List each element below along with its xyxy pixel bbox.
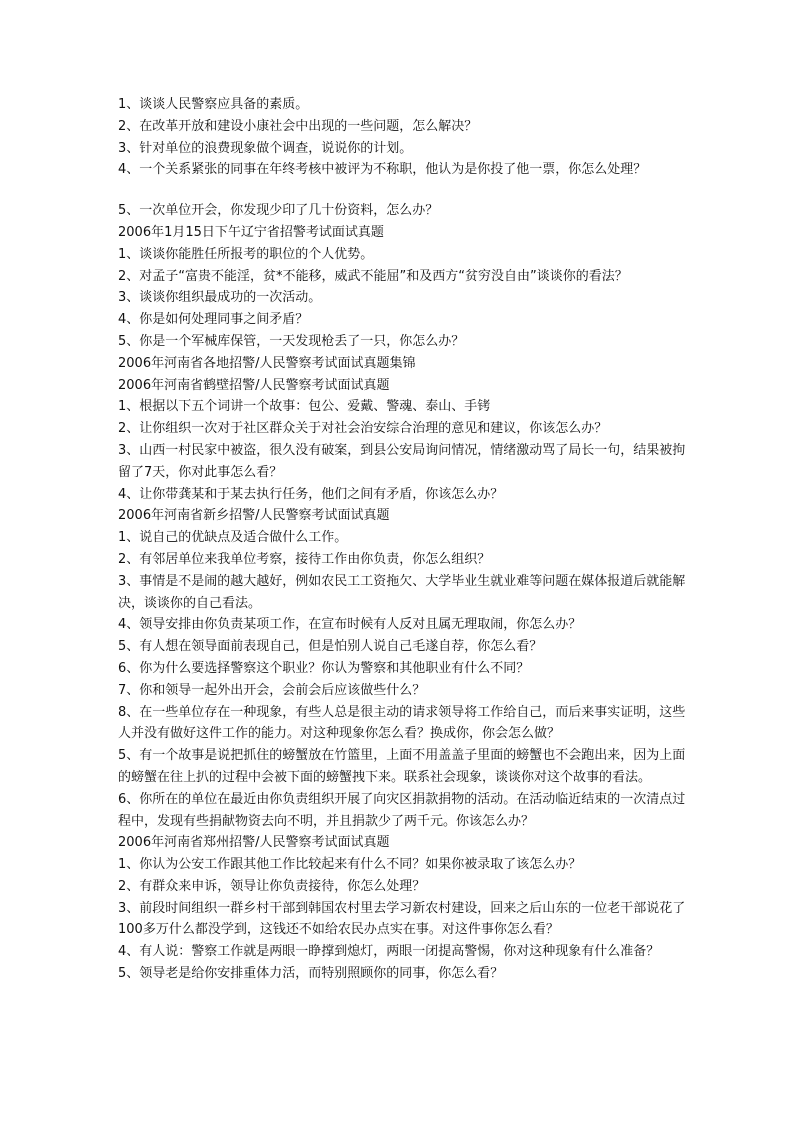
question-line: 1、说自己的优缺点及适合做什么工作。 [118, 530, 348, 546]
question-line: 8、在一些单位存在一种现象，有些人总是很主动的请求领导将工作给自己，而后来事实证明，这些人并没有做好这件工作的能力。对这种现象你怎么看？换成你，你会怎么做？ [118, 704, 686, 742]
question-line: 1、谈谈你能胜任所报考的职位的个人优势。 [118, 246, 374, 262]
question-line: 5、领导老是给你安排重体力活，而特别照顾你的同事，你怎么看？ [118, 966, 504, 982]
document-body [118, 94, 688, 985]
question-line: 5、一次单位开会，你发现少印了几十份资料，怎么办？ [118, 203, 439, 219]
question-line: 6、你所在的单位在最近由你负责组织开展了向灾区捐款捐物的活动。在活动临近结束的一次清点过程中，发现有些捐献物资去向不明，并且捐款少了两千元。你该怎么办？ [118, 791, 686, 829]
section-heading: 2006年河南省郑州招警/人民警察考试面试真题 [118, 835, 390, 851]
question-line: 7、你和领导一起外出开会，会前会后应该做些什么？ [118, 682, 426, 698]
section-heading: 2006年河南省各地招警/人民警察考试面试真题集锦 [118, 355, 416, 371]
question-line: 4、领导安排由你负责某项工作，在宣布时候有人反对且属无理取闹，你怎么办？ [118, 617, 582, 633]
question-line: 2、对孟子“富贵不能淫，贫*不能移，威武不能屈”和及西方“贫穷没自由”谈谈你的看法？ [118, 268, 628, 284]
question-line: 2、有邻居单位来我单位考察，接待工作由你负责，你怎么组织？ [118, 551, 491, 567]
question-line: 3、事情是不是闹的越大越好，例如农民工工资拖欠、大学毕业生就业难等问题在媒体报道后就能解决，谈谈你的自己看法。 [118, 573, 686, 611]
question-line: 3、山西一村民家中被盗，很久没有破案，到县公安局询问情况，情绪激动骂了局长一句，结果被拘留了7天，你对此事怎么看？ [118, 442, 686, 480]
section-heading: 2006年1月15日下午辽宁省招警考试面试真题 [118, 224, 384, 240]
question-line: 3、谈谈你组织最成功的一次活动。 [118, 290, 322, 306]
question-line: 6、你为什么要选择警察这个职业？你认为警察和其他职业有什么不同？ [118, 660, 530, 676]
question-line: 5、有人想在领导面前表现自己，但是怕别人说自己毛遂自荐，你怎么看？ [118, 639, 543, 655]
question-line: 4、有人说：警察工作就是两眼一睁撑到熄灯，两眼一闭提高警惕，你对这种现象有什么准备？ [118, 944, 660, 960]
question-line: 1、谈谈人民警察应具备的素质。 [118, 97, 309, 112]
question-line: 2、让你组织一次对于社区群众关于对社会治安综合治理的意见和建议，你该怎么办？ [118, 421, 608, 437]
question-line: 3、针对单位的浪费现象做个调查，说说你的计划。 [118, 140, 413, 156]
question-line: 1、你认为公安工作跟其他工作比较起来有什么不同？如果你被录取了该怎么办？ [118, 857, 582, 873]
section-heading: 2006年河南省新乡招警/人民警察考试面试真题 [118, 508, 390, 524]
question-line: 4、你是如何处理同事之间矛盾？ [118, 312, 309, 328]
blank-line [118, 181, 688, 200]
question-line: 2、在改革开放和建设小康社会中出现的一些问题，怎么解决？ [118, 118, 478, 134]
question-line: 5、有一个故事是说把抓住的螃蟹放在竹篮里，上面不用盖盖子里面的螃蟹也不会跑出来，因为上面的螃蟹在往上扒的过程中会被下面的螃蟹拽下来。联系社会现象，谈谈你对这个故事的看法。 [118, 748, 686, 785]
question-line: 4、一个关系紧张的同事在年终考核中被评为不称职，他认为是你投了他一票，你怎么处理？ [118, 162, 647, 178]
question-line: 2、有群众来申诉，领导让你负责接待，你怎么处理？ [118, 878, 426, 894]
section-heading: 2006年河南省鹤壁招警/人民警察考试面试真题 [118, 377, 390, 393]
question-line: 5、你是一个军械库保管，一天发现枪丢了一只，你怎么办？ [118, 333, 465, 349]
question-line: 1、根据以下五个词讲一个故事：包公、爱戴、警魂、泰山、手铐 [118, 399, 491, 415]
question-line: 4、让你带龚某和于某去执行任务，他们之间有矛盾，你该怎么办？ [118, 486, 504, 502]
question-line: 3、前段时间组织一群乡村干部到韩国农村里去学习新农村建设，回来之后山东的一位老干部说花了100多万什么都没学到，这钱还不如给农民办点实在事。对这件事你怎么看？ [118, 900, 686, 938]
